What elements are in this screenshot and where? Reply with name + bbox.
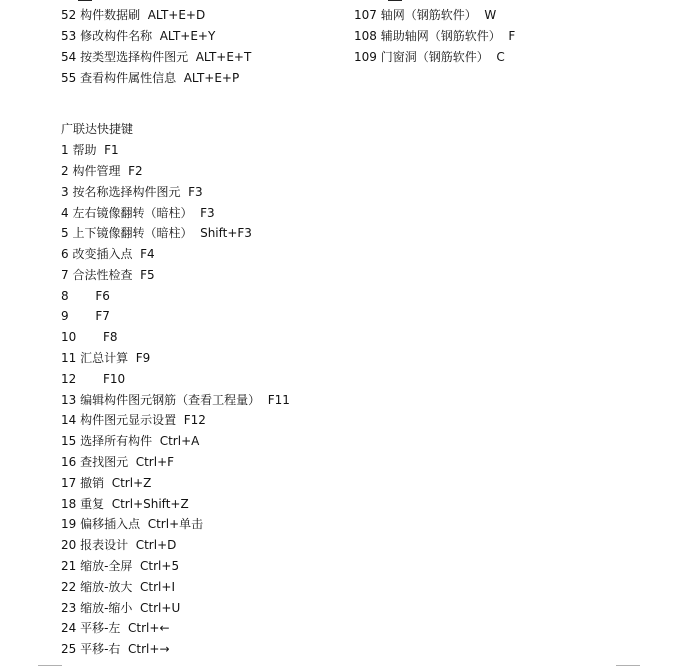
shortcut-line: 13 编辑构件图元钢筋（查看工程量） F11 xyxy=(61,393,290,407)
shortcut-line: 24 平移-左 Ctrl+← xyxy=(61,621,170,635)
shortcut-line: 15 选择所有构件 Ctrl+A xyxy=(61,434,200,448)
shortcut-line: 23 缩放-缩小 Ctrl+U xyxy=(61,601,181,615)
page-corner-mark xyxy=(616,665,640,666)
shortcut-line: 12 F10 xyxy=(61,372,126,386)
shortcut-line: 2 构件管理 F2 xyxy=(61,164,143,178)
shortcut-line: 4 左右镜像翻转（暗柱） F3 xyxy=(61,206,215,220)
shortcut-line: 8 F6 xyxy=(61,289,110,303)
clipped-text-fragment xyxy=(78,0,158,2)
shortcut-line: 109 门窗洞（钢筋软件） C xyxy=(354,50,505,64)
shortcut-line: 19 偏移插入点 Ctrl+单击 xyxy=(61,517,204,531)
shortcut-line: 10 F8 xyxy=(61,330,118,344)
shortcut-line: 108 辅助轴网（钢筋软件） F xyxy=(354,29,516,43)
shortcut-line: 52 构件数据刷 ALT+E+D xyxy=(61,8,206,22)
page-corner-mark xyxy=(38,665,62,666)
shortcut-line: 22 缩放-放大 Ctrl+I xyxy=(61,580,175,594)
shortcut-line: 9 F7 xyxy=(61,309,110,323)
shortcut-line: 21 缩放-全屏 Ctrl+5 xyxy=(61,559,180,573)
shortcut-line: 55 查看构件属性信息 ALT+E+P xyxy=(61,71,240,85)
shortcut-line: 7 合法性检查 F5 xyxy=(61,268,155,282)
shortcut-line: 107 轴网（钢筋软件） W xyxy=(354,8,497,22)
shortcut-line: 25 平移-右 Ctrl+→ xyxy=(61,642,170,656)
shortcut-line: 5 上下镜像翻转（暗柱） Shift+F3 xyxy=(61,226,252,240)
shortcut-line: 11 汇总计算 F9 xyxy=(61,351,151,365)
shortcut-line: 53 修改构件名称 ALT+E+Y xyxy=(61,29,216,43)
shortcut-line: 6 改变插入点 F4 xyxy=(61,247,155,261)
section-title: 广联达快捷键 xyxy=(61,122,134,136)
clipped-text-fragment xyxy=(388,0,468,2)
shortcut-line: 14 构件图元显示设置 F12 xyxy=(61,413,206,427)
shortcut-line: 54 按类型选择构件图元 ALT+E+T xyxy=(61,50,252,64)
shortcut-line: 3 按名称选择构件图元 F3 xyxy=(61,185,203,199)
shortcut-line: 16 查找图元 Ctrl+F xyxy=(61,455,175,469)
shortcut-line: 20 报表设计 Ctrl+D xyxy=(61,538,177,552)
shortcut-line: 1 帮助 F1 xyxy=(61,143,119,157)
shortcut-line: 18 重复 Ctrl+Shift+Z xyxy=(61,497,189,511)
shortcut-line: 17 撤销 Ctrl+Z xyxy=(61,476,152,490)
